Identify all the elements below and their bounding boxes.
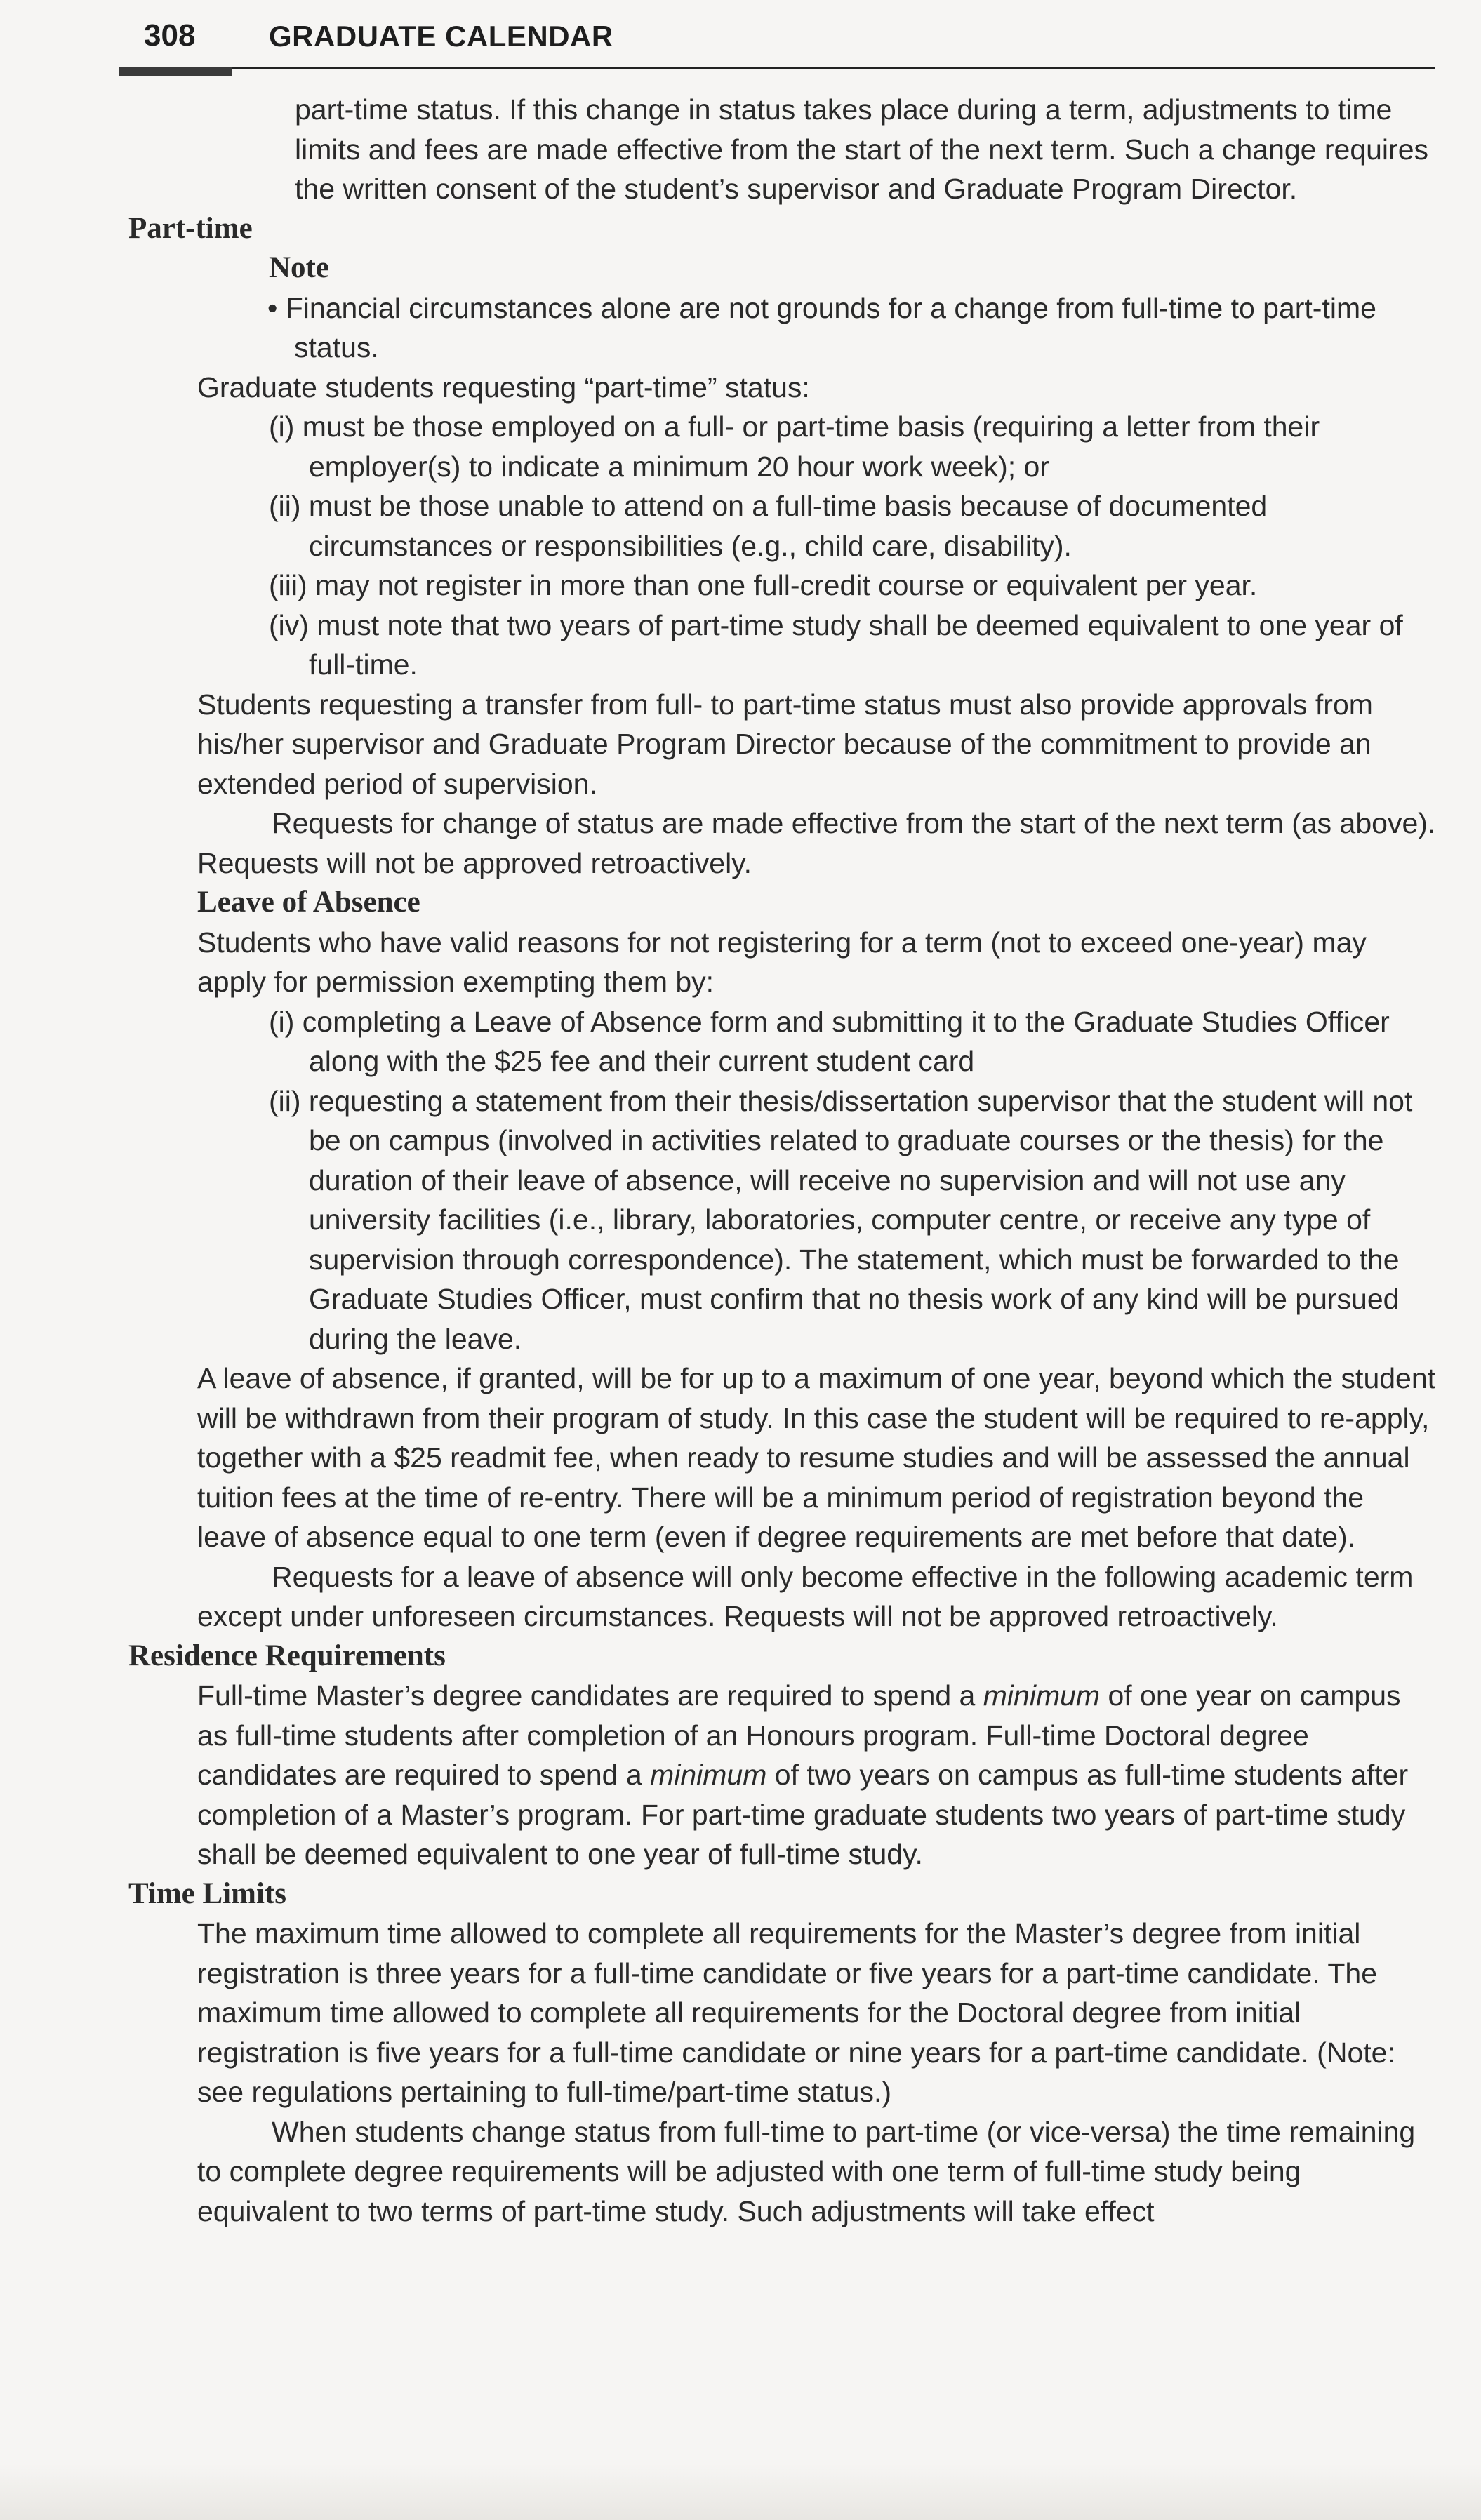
residence-requirements-heading: Residence Requirements (128, 1639, 446, 1672)
residence-emphasis: minimum (650, 1759, 767, 1791)
time-limits-paragraph: When students change status from full-time to part-time (or vice-versa) the time remaining to complete degree requirements will be adjusted with one term of full-time study being equivalent to two terms of part-time study. Such adjustments will take effect (197, 2115, 1416, 2227)
leave-intro: Students who have valid reasons for not registering for a term (not to exceed one-year) may apply for permission exempting them by: (197, 926, 1367, 998)
leave-item: (i) completing a Leave of Absence form and submitting it to the Graduate Studies Officer along with the $25 fee and their current student card (269, 1005, 1390, 1077)
page-header (144, 13, 1435, 69)
requesting-item: (iv) must note that two years of part-time study shall be deemed equivalent to one year of full-time. (269, 608, 1403, 681)
residence-text: of one year on campus as full-time students after completion of an Honours program. Full-time Doctoral degree candidates are required to spend a (197, 1679, 1401, 1791)
residence-text: Full-time Master’s degree candidates are required to spend a (197, 1679, 983, 1712)
requesting-item: (i) must be those employed on a full- or part-time basis (requiring a letter from their employer(s) to indicate a minimum 20 hour work week); or (269, 411, 1320, 483)
note-bullet-item (0, 288, 1481, 368)
transfer-paragraph: Students requesting a transfer from full- to part-time status must also provide approvals from his/her supervisor and Graduate Program Director because of the commitment to provide an extended period of supervision. (197, 688, 1373, 800)
change-status-paragraph: Requests for change of status are made effective from the start of the next term (as above). Requests will not be approved retroactively. (197, 807, 1436, 879)
page-content (0, 90, 1481, 2231)
residence-paragraph (0, 1676, 1481, 1874)
residence-emphasis: minimum (983, 1679, 1101, 1712)
requesting-intro: Graduate students requesting “part-time” status: (197, 371, 810, 404)
continuation-paragraph: part-time status. If this change in status takes place during a term, adjustments to time limits and fees are made effective from the start of the next term. Such a change requires the written consent of the student’s supervisor and Graduate Program Director. (295, 93, 1428, 205)
leave-paragraph: A leave of absence, if granted, will be for up to a maximum of one year, beyond which the student will be withdrawn from their program of study. In this case the student will be required to re-apply, together with a $25 readmit fee, when ready to resume studies and will be assessed the annual tuition fees at the time of re-entry. There will be a minimum period of registration beyond the leave of absence equal to one term (even if degree requirements are met before that date). (197, 1362, 1436, 1553)
leave-of-absence-heading: Leave of Absence (197, 886, 420, 919)
scan-bottom-shade (0, 2464, 1481, 2520)
header-rule-mark (119, 67, 232, 76)
requesting-item: (iii) may not register in more than one full-credit course or equivalent per year. (269, 569, 1258, 601)
page-number: 308 (144, 18, 196, 53)
header-rule (119, 67, 1435, 69)
residence-text: of two years on campus as full-time students after completion of a Master’s program. For part-time graduate students two years of part-time study shall be deemed equivalent to one year of full-time study. (197, 1759, 1409, 1870)
bullet-icon: • (267, 291, 286, 324)
note-bullet-text: Financial circumstances alone are not grounds for a change from full-time to part-time status. (285, 291, 1376, 364)
part-time-heading: Part-time (128, 211, 253, 245)
requesting-item: (ii) must be those unable to attend on a full-time basis because of documented circumstances or responsibilities (e.g., child care, disability). (269, 490, 1268, 562)
leave-paragraph: Requests for a leave of absence will only become effective in the following academic term except under unforeseen circumstances. Requests will not be approved retroactively. (197, 1560, 1414, 1632)
running-head: GRADUATE CALENDAR (269, 20, 613, 53)
time-limits-paragraph: The maximum time allowed to complete all requirements for the Master’s degree from initial registration is three years for a full-time candidate or five years for a part-time candidate. The maximum time allowed to complete all requirements for the Doctoral degree from initial registration is five years for a full-time candidate or nine years for a part-time candidate. (Note: see regulations pertaining to full-time/part-time status.) (197, 1917, 1395, 2108)
time-limits-heading: Time Limits (128, 1876, 286, 1910)
note-heading: Note (269, 251, 329, 284)
leave-item: (ii) requesting a statement from their thesis/dissertation supervisor that the student will not be on campus (involved in activities related to graduate courses or the thesis) for the duration of their leave of absence, will receive no supervision and will not use any university facilities (i.e., library, laboratories, computer centre, or receive any type of supervision through correspondence). The statement, which must be forwarded to the Graduate Studies Officer, must confirm that no thesis work of any kind will be pursued during the leave. (269, 1084, 1413, 1355)
